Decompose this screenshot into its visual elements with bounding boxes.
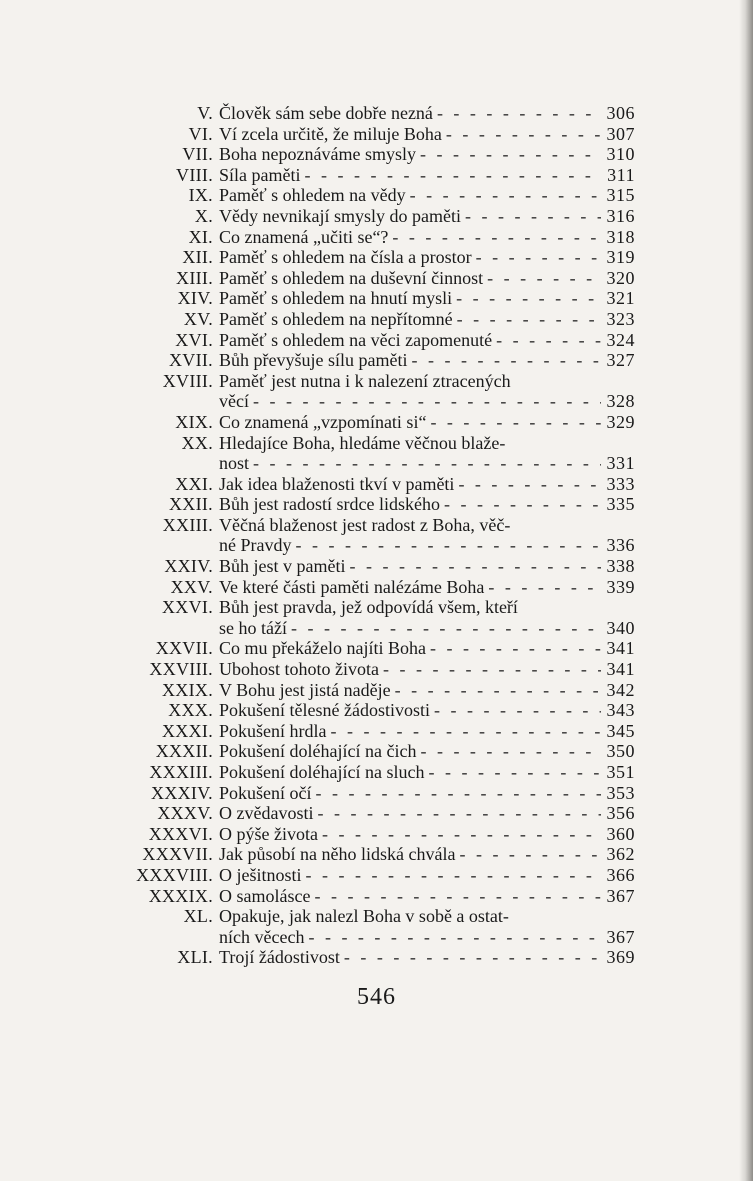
page-ref: 369 [606,947,635,968]
chapter-number: XXXI. [162,720,213,741]
chapter-number: XLI. [177,947,213,968]
page-ref: 360 [606,823,635,844]
page-ref: 336 [606,535,635,556]
toc-entry [105,288,635,309]
page-ref: 307 [606,123,635,144]
chapter-number: XXV. [170,576,213,597]
chapter-number: VI. [188,123,213,144]
chapter-title: Co znamená „učiti se“? [219,226,389,247]
chapter-title: Věčná blaženost jest radost z Boha, věč- [219,514,511,535]
page-ref: 340 [606,617,635,638]
leader-dots [442,124,601,145]
leader-dots [426,412,601,433]
chapter-title: Jak působí na něho lidská chvála [219,844,456,865]
leader-dots [310,886,601,907]
chapter-title: se ho táží [219,617,287,638]
chapter-title: Opakuje, jak nalezl Boha v sobě a ostat- [219,906,509,927]
leader-dots [391,680,601,701]
leader-dots [313,803,601,824]
page-ref: 345 [606,720,635,741]
toc-entry [105,433,635,474]
chapter-number: XXXIX. [148,885,213,906]
toc-entry [105,783,635,804]
chapter-number: XIX. [175,411,213,432]
toc-entry [105,371,635,412]
toc-entry [105,227,635,248]
leader-dots [302,865,601,886]
page-ref: 341 [606,638,635,659]
page-ref: 327 [606,350,635,371]
leader-dots [291,535,601,556]
leader-dots [249,453,601,474]
chapter-number: XXXIV. [151,782,213,803]
leader-dots [492,330,601,351]
chapter-title: věcí [219,391,249,412]
toc-entry [105,577,635,598]
chapter-number: XXVI. [162,597,213,618]
page-ref: 310 [606,144,635,165]
page-ref: 324 [606,329,635,350]
chapter-title: Trojí žádostivost [219,947,340,968]
chapter-number: XXIV. [164,556,213,577]
leader-dots [453,309,601,330]
chapter-title: Bůh jest pravda, jež odpovídá všem, kteří [219,597,518,618]
chapter-title: Bůh převyšuje sílu paměti [219,350,408,371]
chapter-number: XXIX. [162,679,213,700]
chapter-number: IX. [188,185,213,206]
toc-entry [105,124,635,145]
page-ref: 318 [606,226,635,247]
page-ref: 367 [606,926,635,947]
chapter-number: XXXVI. [148,823,213,844]
leader-dots [452,288,601,309]
chapter-title: Ubohost tohoto života [219,659,379,680]
leader-dots [424,762,601,783]
chapter-title: O ješitnosti [219,864,302,885]
chapter-number: V. [197,103,213,123]
page-ref: 350 [606,741,635,762]
chapter-title: O samolásce [219,885,311,906]
toc-entry [105,659,635,680]
chapter-title: Jak idea blaženosti tkví v paměti [219,473,455,494]
chapter-number: VIII. [176,164,213,185]
toc-entry [105,474,635,495]
chapter-title: Ve které části paměti nalézáme Boha [219,576,485,597]
toc-entry [105,762,635,783]
page-ref: 316 [606,205,635,226]
page-ref: 335 [606,494,635,515]
page-ref: 319 [606,247,635,268]
page-ref: 331 [606,453,635,474]
chapter-title: Síla paměti [219,164,301,185]
chapter-title: Paměť s ohledem na hnutí mysli [219,288,453,309]
chapter-title: Paměť jest nutna i k nalezení ztracených [219,370,511,391]
chapter-title: ních věcech [219,926,305,947]
leader-dots [472,247,601,268]
toc-entry [105,906,635,947]
toc-entry [105,412,635,433]
page-ref: 338 [606,556,635,577]
toc-entry [105,494,635,515]
toc-entry [105,844,635,865]
leader-dots [249,391,601,412]
chapter-number: VII. [182,144,213,165]
leader-dots [433,103,601,124]
chapter-title: Bůh jest radostí srdce lidského [219,494,440,515]
chapter-title: Paměť s ohledem na duševní činnost [219,267,484,288]
chapter-title: Hledajíce Boha, hledáme věčnou blaže- [219,432,506,453]
leader-dots [416,144,601,165]
chapter-title: Člověk sám sebe dobře nezná [219,103,433,123]
leader-dots [407,350,601,371]
chapter-number: XIV. [177,288,213,309]
chapter-title: O pýše života [219,823,318,844]
toc-entry [105,680,635,701]
chapter-number: XXXVIII. [136,864,213,885]
leader-dots [318,824,601,845]
leader-dots [327,721,602,742]
chapter-title: Co znamená „vzpomínati si“ [219,411,427,432]
leader-dots [455,844,601,865]
page-ref: 323 [606,308,635,329]
page-ref: 343 [606,700,635,721]
toc-entry [105,144,635,165]
page-ref: 367 [606,885,635,906]
leader-dots [345,556,601,577]
page-ref: 339 [606,576,635,597]
chapter-number: XXXV. [157,803,213,824]
leader-dots [388,227,601,248]
page-ref: 362 [606,844,635,865]
chapter-number: XI. [188,226,213,247]
toc-entry [105,865,635,886]
toc-entry [105,247,635,268]
page-ref: 351 [606,762,635,782]
chapter-title: Pokušení doléhající na čich [219,741,417,762]
toc-entry [105,350,635,371]
toc-entry [105,330,635,351]
page-ref: 321 [606,288,635,309]
chapter-number: XV. [183,308,213,329]
leader-dots [483,268,601,289]
chapter-title: Vědy nevnikají smysly do paměti [219,205,461,226]
chapter-title: O zvědavosti [219,803,314,824]
toc-entry [105,721,635,742]
leader-dots [340,947,601,968]
toc-entry [105,886,635,907]
chapter-title: Paměť s ohledem na nepřítomné [219,308,453,329]
leader-dots [484,577,601,598]
chapter-title: V Bohu jest jistá naděje [219,679,391,700]
leader-dots [287,618,601,639]
leader-dots [304,927,601,948]
toc-entry [105,309,635,330]
chapter-number: XXI. [175,473,213,494]
chapter-number: XXXII. [155,741,213,762]
page-ref: 366 [606,864,635,885]
chapter-title: Bůh jest v paměti [219,556,346,577]
chapter-number: XXII. [169,494,213,515]
leader-dots [430,700,601,721]
chapter-number: XII. [182,247,213,268]
leader-dots [416,741,601,762]
chapter-number: XXXIII. [149,762,213,782]
leader-dots [426,638,601,659]
toc-entry [105,185,635,206]
chapter-title: Pokušení doléhající na sluch [219,762,425,782]
toc-entry [105,597,635,638]
leader-dots [300,165,601,186]
leader-dots [406,185,601,206]
page-ref: 328 [606,391,635,412]
page-ref: 320 [606,267,635,288]
page-ref: 329 [606,411,635,432]
table-of-contents [105,103,635,968]
toc-entry [105,556,635,577]
chapter-number: XIII. [176,267,213,288]
chapter-number: XXXVII. [142,844,213,865]
toc-entry [105,947,635,968]
page-ref: 315 [606,185,635,206]
chapter-number: XXVIII. [149,659,213,680]
chapter-number: XXVII. [155,638,213,659]
toc-entry [105,515,635,556]
page-ref: 341 [606,659,635,680]
leader-dots [461,206,601,227]
leader-dots [454,474,601,495]
toc-entry [105,803,635,824]
chapter-number: XXIII. [162,514,213,535]
chapter-title: Boha nepoznáváme smysly [219,144,416,165]
chapter-number: XVI. [175,329,213,350]
chapter-title: né Pravdy [219,535,292,556]
chapter-number: XVIII. [162,370,213,391]
page-ref: 306 [606,103,635,123]
chapter-title: Ví zcela určitě, že miluje Boha [219,123,442,144]
chapter-title: Pokušení hrdla [219,720,327,741]
chapter-title: Co mu překáželo najíti Boha [219,638,426,659]
leader-dots [379,659,601,680]
chapter-title: Paměť s ohledem na vědy [219,185,406,206]
chapter-title: Pokušení očí [219,782,312,803]
chapter-number: XX. [181,432,213,453]
page-ref: 353 [606,782,635,803]
chapter-title: nost [219,453,250,474]
toc-entry [105,103,635,124]
toc-entry [105,165,635,186]
chapter-title: Paměť s ohledem na čísla a prostor [219,247,472,268]
leader-dots [312,783,602,804]
leader-dots [440,494,601,515]
chapter-title: Pokušení tělesné žádostivosti [219,700,430,721]
chapter-number: XL. [183,906,213,927]
toc-entry [105,206,635,227]
chapter-number: X. [194,205,213,226]
toc-entry [105,638,635,659]
page-ref: 356 [606,803,635,824]
toc-entry [105,824,635,845]
page-ref: 342 [606,679,635,700]
toc-entry [105,741,635,762]
toc-entry [105,700,635,721]
chapter-number: XVII. [169,350,213,371]
page-ref: 311 [607,164,635,185]
page-number: 546 [357,984,396,1010]
toc-entry [105,268,635,289]
chapter-title: Paměť s ohledem na věci zapomenuté [219,329,493,350]
page-ref: 333 [606,473,635,494]
chapter-number: XXX. [168,700,213,721]
